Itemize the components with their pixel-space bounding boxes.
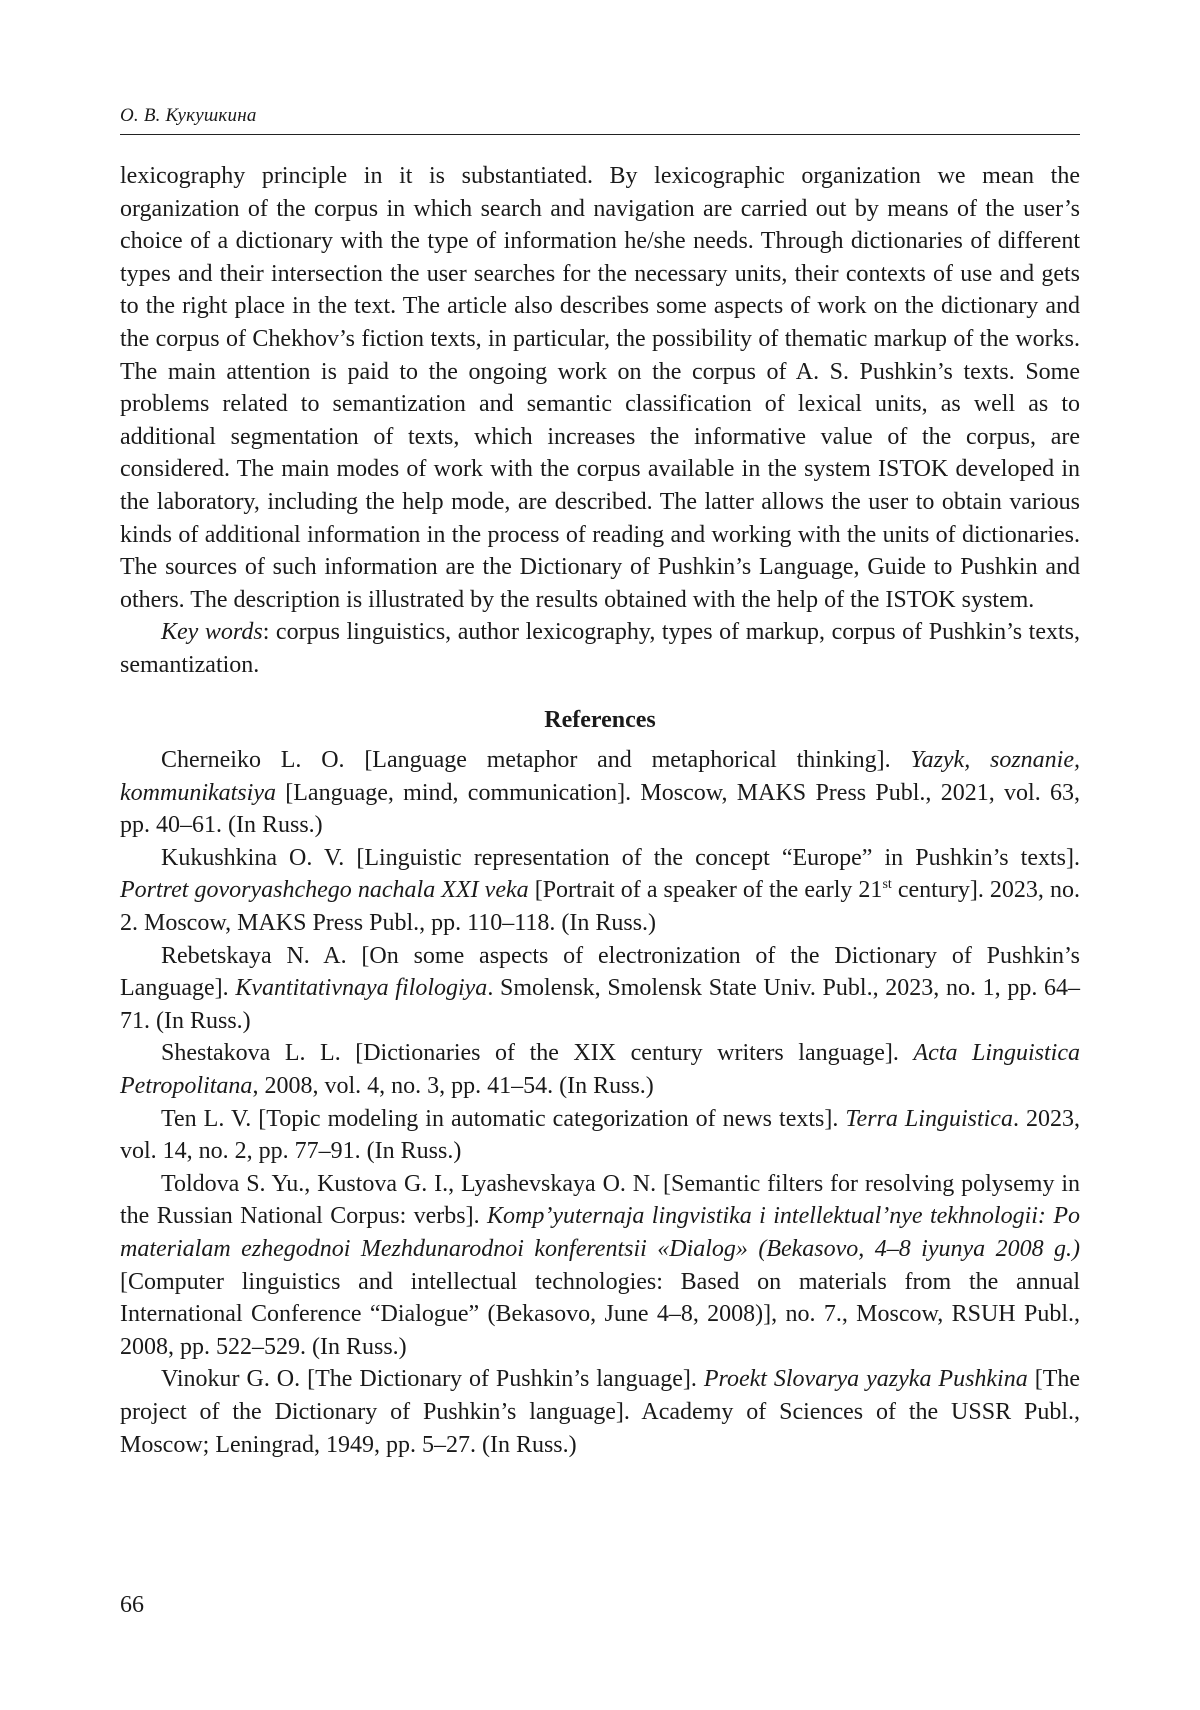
reference-source-title: Portret govoryashchego nachala XXI veka	[120, 877, 529, 904]
reference-source-title: Kvantitativnaya filologiya	[235, 975, 488, 1002]
reference-text: Rebetskaya N. A. [On some aspects of electronization of the Dictionary of Pushkin’s Language].	[120, 942, 1080, 1002]
reference-source-title: Komp’yuternaja lingvistika i intellektual’nye tekhnologii: Po materialam ezhegodnoi Mezhdunarodnoi konferentsii «Dialog» (Bekasovo, 4–8 iyunya 2008 g.)	[120, 1203, 1080, 1262]
references-title: References	[544, 706, 656, 733]
reference-text: Ten L. V. [Topic modeling in automatic categorization of news texts].	[161, 1105, 846, 1132]
reference-text: Kukushkina O. V. [Linguistic representation of the concept “Europe” in Pushkin’s texts].	[161, 844, 1080, 871]
reference-text: Toldova S. Yu., Kustova G. I., Lyashevskaya O. N. [Semantic filters for resolving polysemy in the Russian National Corpus: verbs].	[120, 1170, 1080, 1230]
reference-item-vinokur	[120, 1363, 1080, 1461]
reference-item-rebetskaya	[120, 940, 1080, 1038]
reference-source-title: Acta Linguistica Petropolitana	[120, 1040, 1080, 1100]
reference-source-title: Proekt Slovarya yazyka Pushkina	[703, 1366, 1028, 1393]
reference-text: [The project of the Dictionary of Pushkin’s language]. Academy of Sciences of the USSR Publ., Moscow; Leningrad, 1949, pp. 5–27. (In Russ.)	[120, 1366, 1081, 1458]
reference-text: Shestakova L. L. [Dictionaries of the XIX century writers language].	[161, 1040, 914, 1067]
reference-text: [Language, mind, communication]. Moscow, MAKS Press Publ., 2021, vol. 63, pp. 40–61. (In Russ.)	[120, 779, 1080, 839]
reference-item-ten	[120, 1103, 1080, 1168]
ordinal-superscript: st	[882, 877, 892, 893]
reference-text: Cherneiko L. O. [Language metaphor and metaphorical thinking].	[161, 747, 911, 774]
reference-item-toldova	[120, 1168, 1080, 1364]
reference-text: [Computer linguistics and intellectual technologies: Based on materials from the annual International Conference “Dialogue” (Bekasovo, June 4–8, 2008)], no. 7., Moscow, RSUH Publ., 2008, pp. 522–529. (In Russ.)	[120, 1268, 1080, 1360]
reference-text: Vinokur G. O. [The Dictionary of Pushkin’s language].	[161, 1366, 704, 1393]
reference-text: . Smolensk, Smolensk State Univ. Publ., 2023, no. 1, pp. 64–71. (In Russ.)	[120, 975, 1081, 1034]
reference-item-cherneiko	[120, 744, 1080, 842]
page-content	[120, 160, 1080, 1461]
reference-source-title: Terra Linguistica	[845, 1105, 1013, 1132]
reference-text: , 2008, vol. 4, no. 3, pp. 41–54. (In Russ.)	[252, 1073, 654, 1100]
keywords-paragraph	[120, 616, 1080, 681]
reference-item-kukushkina	[120, 842, 1080, 940]
reference-item-shestakova	[120, 1037, 1080, 1102]
reference-source-title: Yazyk, soznanie, kommunikatsiya	[120, 747, 1080, 806]
keywords-text: : corpus linguistics, author lexicography, types of markup, corpus of Pushkin’s texts, semantization.	[120, 619, 1080, 678]
abstract-continuation: lexicography principle in it is substantiated. By lexicographic organization we mean the organization of the corpus in which search and navigation are carried out by means of the user’s choice of a dictionary with the type of information he/she needs. Through dictionaries of different types and their intersection the user searches for the necessary units, their contexts of use and gets to the right place in the text. The article also describes some aspects of work on the dictionary and the corpus of Chekhov’s fiction texts, in particular, the possibility of thematic markup of the works. The main attention is paid to the ongoing work on the corpus of A. S. Pushkin’s texts. Some problems related to semantization and semantic classification of lexical units, as well as to additional segmentation of texts, which increases the informative value of the corpus, are considered. The main modes of work with the corpus available in the system ISTOK developed in the laboratory, including the help mode, are described. The latter allows the user to obtain various kinds of additional information in the process of reading and working with the units of dictionaries. The sources of such information are the Dictionary of Pushkin’s Language, Guide to Pushkin and others. The description is illustrated by the results obtained with the help of the ISTOK system.	[120, 163, 1080, 613]
keywords-label: Key words	[161, 619, 263, 646]
reference-text: [Portrait of a speaker of the early 21	[528, 877, 883, 904]
running-head: О. В. Кукушкина	[120, 105, 257, 126]
reference-text: . 2023, vol. 14, no. 2, pp. 77–91. (In Russ.)	[120, 1105, 1080, 1165]
header-rule	[120, 134, 1080, 135]
reference-text: century]. 2023, no. 2. Moscow, MAKS Press Publ., pp. 110–118. (In Russ.)	[120, 877, 1080, 937]
page-number: 66	[120, 1592, 144, 1618]
